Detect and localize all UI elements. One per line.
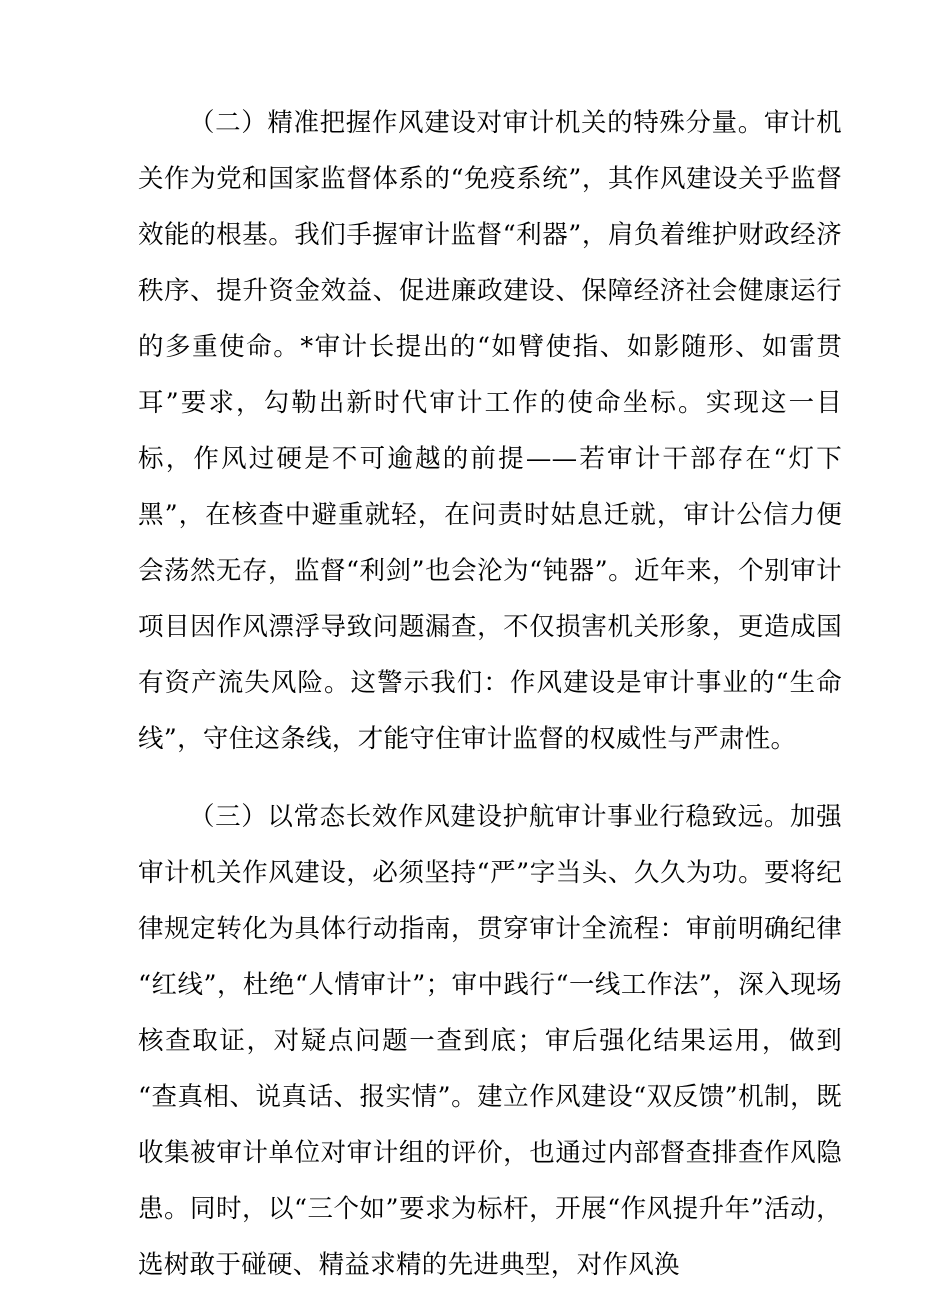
- paragraph-section-three: （三）以常态长效作风建设护航审计事业行稳致远。加强审计机关作风建设，必须坚持“严”字当头、久久为功。要将纪律规定转化为具体行动指南，贯穿审计全流程：审前明确纪律“红线”，杜绝“人情审计”；审中践行“一线工作法”，深入现场核查取证，对疑点问题一查到底；审后强化结果运用，做到“查真相、说真话、报实情”。建立作风建设“双反馈”机制，既收集被审计单位对审计组的评价，也通过内部督查排查作风隐患。同时，以“三个如”要求为标杆，开展“作风提升年”活动，选树敢于碰硬、精益求精的先进典型，对作风涣: [138, 802, 842, 1280]
- paragraph-section-two: （二）精准把握作风建设对审计机关的特殊分量。审计机关作为党和国家监督体系的“免疫系统”，其作风建设关乎监督效能的根基。我们手握审计监督“利器”，肩负着维护财政经济秩序、提升资金效益、促进廉政建设、保障经济社会健康运行的多重使命。*审计长提出的“如臂使指、如影随形、如雷贯耳”要求，勾勒出新时代审计工作的使命坐标。实现这一目标，作风过硬是不可逾越的前提——若审计干部存在“灯下黑”，在核查中避重就轻，在问责时姑息迁就，审计公信力便会荡然无存，监督“利剑”也会沦为“钝器”。近年来，个别审计项目因作风漂浮导致问题漏查，不仅损害机关形象，更造成国有资产流失风险。这警示我们：作风建设是审计事业的“生命线”，守住这条线，才能守住审计监督的权威性与严肃性。: [138, 108, 842, 754]
- document-body: [138, 95, 842, 1293]
